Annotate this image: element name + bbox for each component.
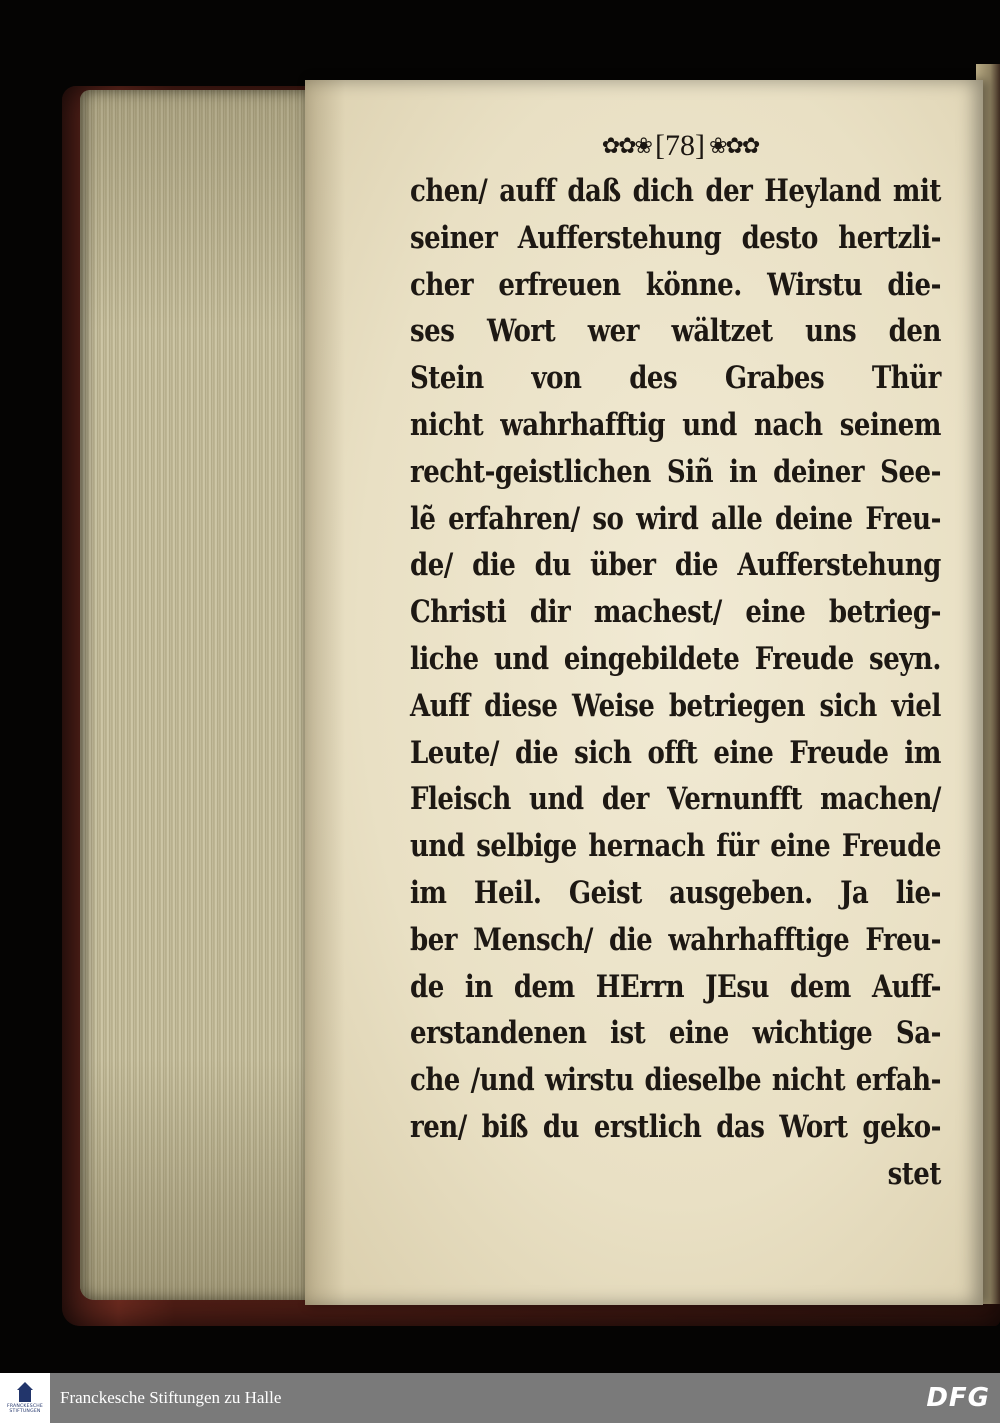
text-line: und selbige hernach für eine Freude <box>410 828 941 865</box>
body-text <box>410 168 940 1198</box>
building-icon <box>17 1382 33 1404</box>
page-block-edges <box>80 90 320 1300</box>
text-line: liche und eingebildete Freude seyn. <box>410 640 941 677</box>
text-line: recht-geistlichen Siñ in deiner See- <box>410 453 941 490</box>
catchword: stet <box>887 1155 941 1192</box>
footer-bar <box>0 1373 1000 1423</box>
text-line: ses Wort wer wältzet uns den <box>410 313 941 350</box>
institution-name[interactable]: Franckesche Stiftungen zu Halle <box>60 1388 282 1407</box>
text-line: che /und wirstu dieselbe nicht erfah- <box>410 1062 941 1099</box>
text-line: de in dem HErrn JEsu dem Auff- <box>410 968 941 1005</box>
page-number: [78] <box>655 129 705 162</box>
header-ornament-right: ❀✿✿ <box>708 133 759 158</box>
text-line: seiner Aufferstehung desto hertzli- <box>410 219 941 256</box>
logo-text-line2: STIFTUNGEN <box>9 1409 41 1414</box>
text-line: chen/ auff daß dich der Heyland mit <box>410 173 941 209</box>
text-line: nicht wahrhafftig und nach seinem <box>410 406 941 443</box>
page-header <box>580 124 780 168</box>
text-line: ber Mensch/ die wahrhafftige Freu- <box>410 921 941 958</box>
institution-logo[interactable] <box>0 1373 50 1423</box>
text-line: cher erfreuen könne. Wirstu die- <box>410 266 941 303</box>
text-line: Christi dir machest/ eine betrieg- <box>410 594 941 631</box>
text-line: Fleisch und der Vernunfft machen/ <box>410 781 941 818</box>
text-line: Leute/ die sich offt eine Freude im <box>410 734 941 771</box>
text-line: Auff diese Weise betriegen sich viel <box>410 687 941 724</box>
header-ornament-left: ✿✿❀ <box>601 133 651 158</box>
text-line: im Heil. Geist ausgeben. Ja lie- <box>410 874 941 911</box>
text-line: de/ die du über die Aufferstehung <box>410 547 941 584</box>
text-line: lẽ erfahren/ so wird alle deine Freu- <box>410 500 941 537</box>
text-line: Stein von des Grabes Thür <box>410 360 941 397</box>
logo-text-line1: FRANCKESCHE <box>6 1404 44 1409</box>
dfg-logo[interactable]: DFG <box>926 1383 990 1413</box>
text-line: ren/ biß du erstlich das Wort geko- <box>410 1108 941 1145</box>
text-line: erstandenen ist eine wichtige Sa- <box>410 1015 941 1052</box>
